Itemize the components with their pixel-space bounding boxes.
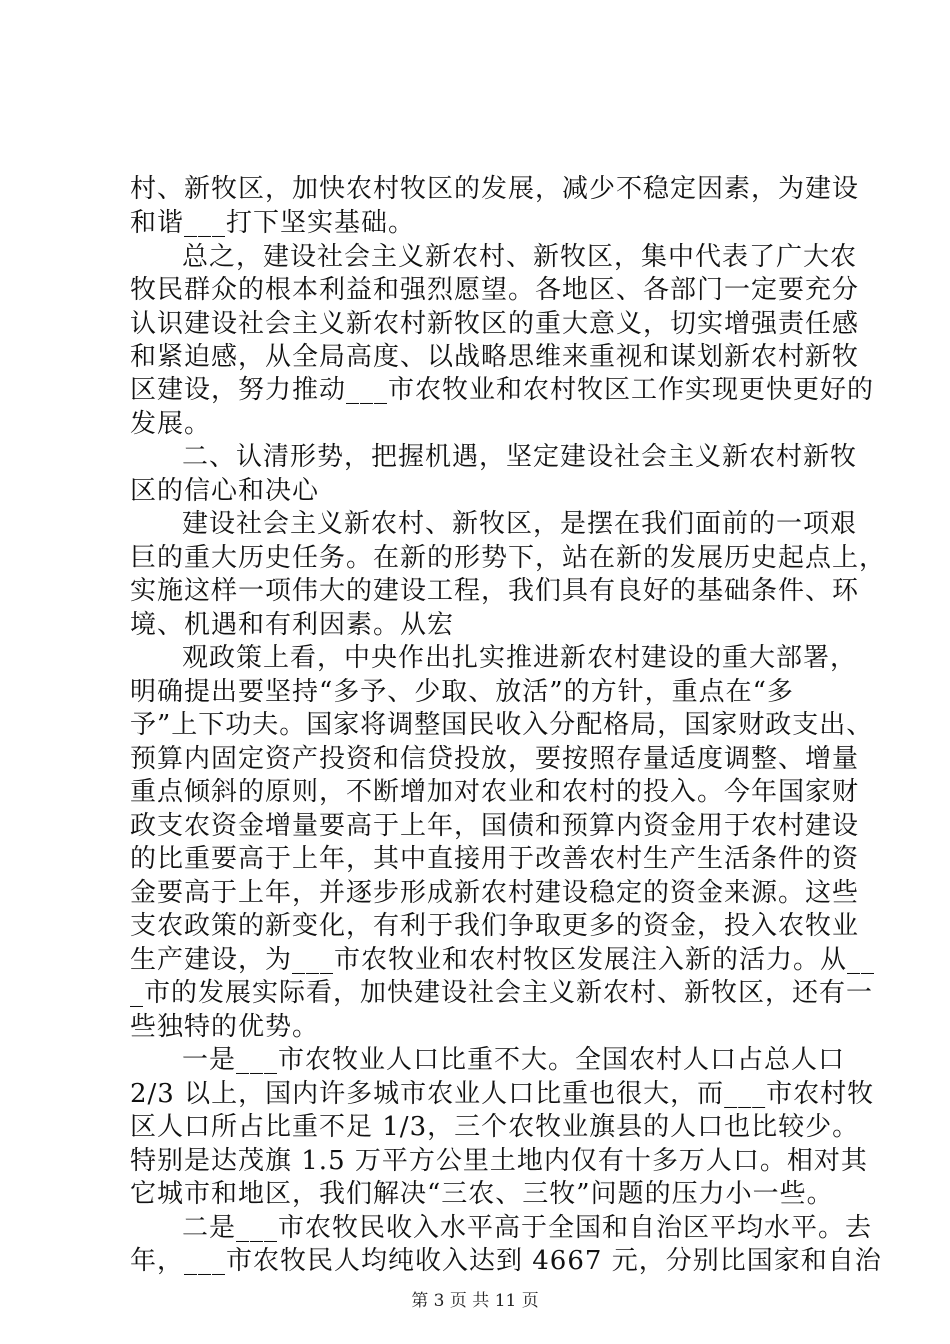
text-line: 总之，建设社会主义新农村、新牧区，集中代表了广大农 — [182, 242, 858, 272]
text-line: 建设社会主义新农村、新牧区，是摆在我们面前的一项艰 — [182, 509, 858, 539]
text-line: 些独特的优势。 — [130, 1012, 320, 1042]
text-line: 实施这样一项伟大的建设工程，我们具有良好的基础条件、环 — [130, 576, 860, 606]
text-line: 区人口所占比重不足 1/3，三个农牧业旗县的人口也比较少。 — [130, 1112, 860, 1142]
text-line: _市的发展实际看，加快建设社会主义新农村、新牧区，还有一 — [130, 978, 874, 1008]
text-line: 观政策上看，中央作出扎实推进新农村建设的重大部署， — [182, 643, 858, 673]
section-heading: 二、认清形势，把握机遇，坚定建设社会主义新农村新牧 — [182, 442, 858, 472]
text-line: 一是___市农牧业人口比重不大。全国农村人口占总人口 — [182, 1045, 846, 1075]
section-heading: 区的信心和决心 — [130, 476, 320, 506]
text-line: 明确提出要坚持“多予、少取、放活”的方针，重点在“多 — [130, 677, 794, 707]
text-line: 重点倾斜的原则，不断增加对农业和农村的投入。今年国家财 — [130, 777, 860, 807]
text-line: 政支农资金增量要高于上年，国债和预算内资金用于农村建设 — [130, 811, 860, 841]
text-line: 区建设，努力推动___市农牧业和农村牧区工作实现更快更好的 — [130, 375, 875, 405]
text-line: 年，___市农牧民人均纯收入达到 4667 元，分别比国家和自治 — [130, 1246, 882, 1276]
text-line: 和紧迫感，从全局高度、以战略思维来重视和谋划新农村新牧 — [130, 342, 860, 372]
text-line: 支农政策的新变化，有利于我们争取更多的资金，投入农牧业 — [130, 911, 860, 941]
page-number-footer: 第 3 页 共 11 页 — [411, 1291, 539, 1311]
text-line: 的比重要高于上年，其中直接用于改善农村生产生活条件的资 — [130, 844, 860, 874]
text-line: 二是___市农牧民收入水平高于全国和自治区平均水平。去 — [182, 1213, 873, 1243]
text-line: 村、新牧区，加快农村牧区的发展，减少不稳定因素，为建设 — [130, 174, 860, 204]
text-line: 生产建设，为___市农牧业和农村牧区发展注入新的活力。从__ — [130, 945, 876, 975]
text-line: 2/3 以上，国内许多城市农业人口比重也很大，而___市农村牧 — [130, 1079, 875, 1109]
text-line: 金要高于上年，并逐步形成新农村建设稳定的资金来源。这些 — [130, 878, 860, 908]
text-line: 发展。 — [130, 409, 212, 439]
text-line: 和谐___打下坚实基础。 — [130, 208, 416, 238]
text-line: 予”上下功夫。国家将调整国民收入分配格局，国家财政支出、 — [130, 710, 874, 740]
text-line: 认识建设社会主义新农村新牧区的重大意义，切实增强责任感 — [130, 309, 860, 339]
text-line: 预算内固定资产投资和信贷投放，要按照存量适度调整、增量 — [130, 744, 860, 774]
text-line: 巨的重大历史任务。在新的形势下，站在新的发展历史起点上， — [130, 543, 887, 573]
text-line: 牧民群众的根本利益和强烈愿望。各地区、各部门一定要充分 — [130, 275, 860, 305]
text-line: 它城市和地区，我们解决“三农、三牧”问题的压力小一些。 — [130, 1179, 834, 1209]
text-line: 特别是达茂旗 1.5 万平方公里土地内仅有十多万人口。相对其 — [130, 1146, 868, 1176]
text-line: 境、机遇和有利因素。从宏 — [130, 610, 455, 640]
